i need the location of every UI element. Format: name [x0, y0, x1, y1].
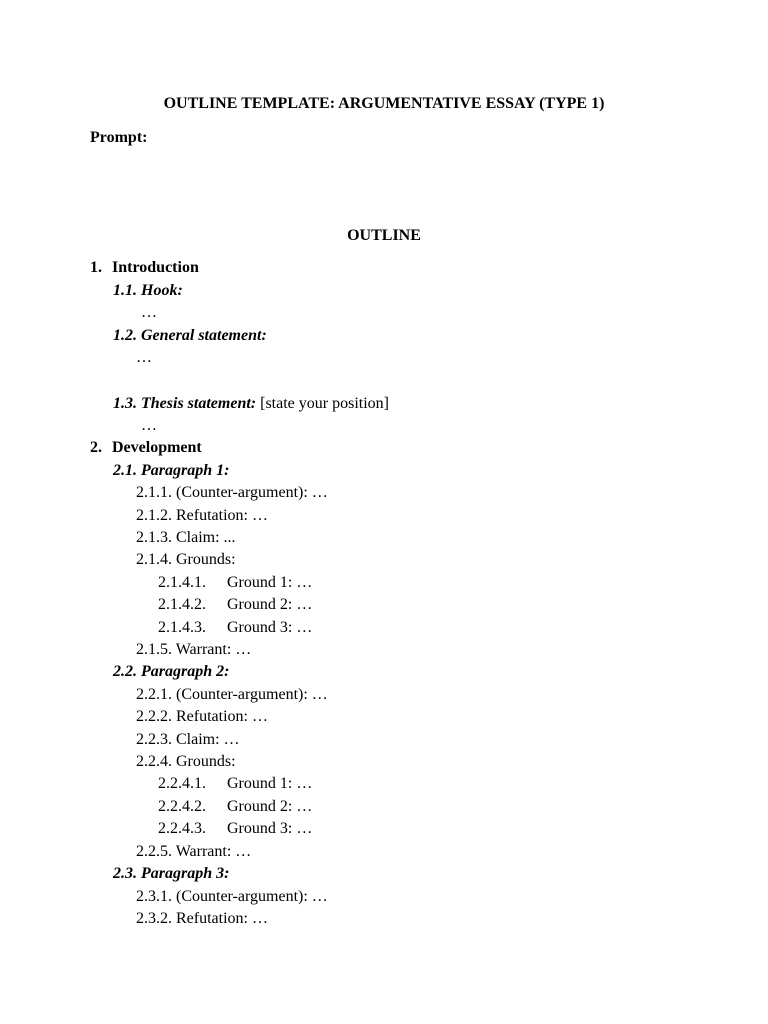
- outline-list-item: 2.3.2. Refutation: …: [136, 910, 268, 927]
- prompt-label: Prompt:: [90, 129, 148, 146]
- outline-item-thesis-statement-content: …: [141, 417, 157, 434]
- ground-item: [158, 618, 312, 638]
- ground-number: 2.1.4.1.: [158, 574, 206, 591]
- outline-list-item: 2.1.2. Refutation: …: [136, 507, 268, 524]
- document-title: OUTLINE TEMPLATE: ARGUMENTATIVE ESSAY (TYPE 1): [163, 95, 605, 112]
- outline-list-item: 2.3.1. (Counter-argument): …: [136, 888, 328, 905]
- paragraph-2-label: 2.2. Paragraph 2:: [113, 663, 230, 680]
- ground-text: Ground 1: …: [227, 574, 313, 591]
- outline-list-item: 2.2.3. Claim: …: [136, 731, 240, 748]
- section-heading-development: [90, 438, 202, 458]
- ground-number: 2.2.4.2.: [158, 798, 206, 815]
- ground-text: Ground 3: …: [227, 619, 313, 636]
- section-title: Introduction: [112, 259, 199, 276]
- section-number: 1.: [90, 259, 102, 276]
- ground-number: 2.1.4.2.: [158, 596, 206, 613]
- ground-number: 2.1.4.3.: [158, 619, 206, 636]
- section-title: Development: [112, 439, 202, 456]
- paragraph-3-label: 2.3. Paragraph 3:: [113, 865, 230, 882]
- outline-list-item: 2.1.3. Claim: ...: [136, 529, 236, 546]
- ground-item: [158, 819, 312, 839]
- ground-item: [158, 573, 312, 593]
- ground-item: [158, 595, 312, 615]
- outline-list-item: 2.1.5. Warrant: …: [136, 641, 252, 658]
- outline-item-hook-label: 1.1. Hook:: [113, 282, 183, 299]
- ground-text: Ground 3: …: [227, 820, 313, 837]
- thesis-statement-label: 1.3. Thesis statement:: [113, 395, 257, 412]
- ground-item: [158, 774, 312, 794]
- outline-list-item: 2.1.1. (Counter-argument): …: [136, 484, 328, 501]
- thesis-statement-note: [state your position]: [260, 395, 389, 412]
- outline-list-item: 2.2.5. Warrant: …: [136, 843, 252, 860]
- ground-text: Ground 2: …: [227, 798, 313, 815]
- section-number: 2.: [90, 439, 102, 456]
- outline-list-item: 2.2.1. (Counter-argument): …: [136, 686, 328, 703]
- ground-number: 2.2.4.3.: [158, 820, 206, 837]
- outline-item-general-statement-label: 1.2. General statement:: [113, 327, 267, 344]
- ground-text: Ground 2: …: [227, 596, 313, 613]
- ground-text: Ground 1: …: [227, 775, 313, 792]
- outline-list-item: 2.2.2. Refutation: …: [136, 708, 268, 725]
- outline-item-thesis-statement: [113, 394, 389, 414]
- outline-heading: OUTLINE: [347, 227, 421, 244]
- paragraph-1-label: 2.1. Paragraph 1:: [113, 462, 230, 479]
- outline-item-hook-content: …: [141, 304, 157, 321]
- outline-list-item: 2.2.4. Grounds:: [136, 753, 236, 770]
- section-heading-introduction: [90, 258, 199, 278]
- ground-item: [158, 797, 312, 817]
- ground-number: 2.2.4.1.: [158, 775, 206, 792]
- outline-list-item: 2.1.4. Grounds:: [136, 551, 236, 568]
- outline-item-general-statement-content: …: [136, 349, 152, 366]
